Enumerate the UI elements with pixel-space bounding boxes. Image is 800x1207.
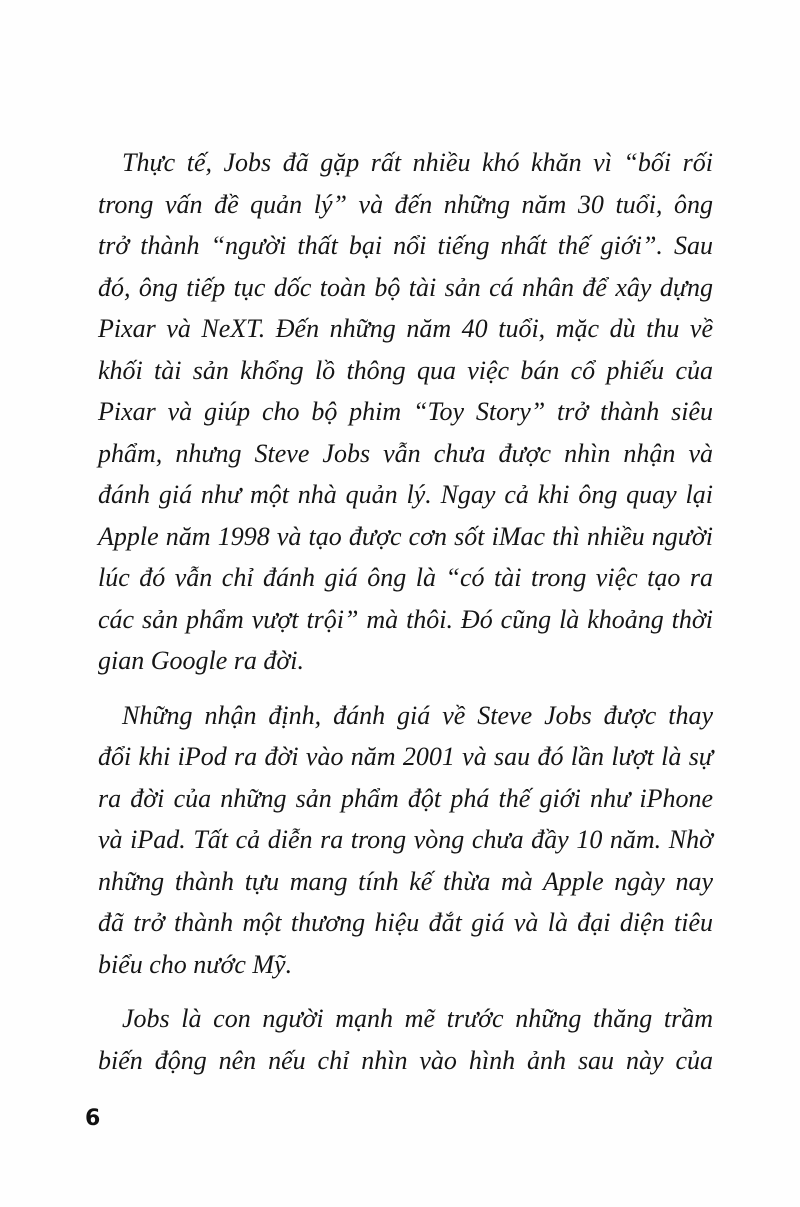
text-line: đánh giá như một nhà quản lý. Ngay cả khi ông quay lại	[98, 480, 713, 509]
text-line: lúc đó vẫn chỉ đánh giá ông là “có tài trong việc tạo ra	[98, 563, 713, 592]
text-line: khối tài sản khổng lồ thông qua việc bán cổ phiếu của	[98, 355, 713, 385]
text-line: đó, ông tiếp tục dốc toàn bộ tài sản cá nhân để xây dựng	[98, 272, 713, 302]
paragraph	[98, 142, 713, 682]
text-line: những thành tựu mang tính kế thừa mà Apple ngày nay	[98, 866, 713, 896]
text-line: biểu cho nước Mỹ.	[98, 949, 293, 979]
text-line: Apple năm 1998 và tạo được cơn sốt iMac thì nhiều người	[98, 521, 713, 551]
text-line: trong vấn đề quản lý” và đến những năm 30 tuổi, ông	[98, 189, 713, 219]
page-number: 6	[85, 1106, 101, 1131]
text-line: Jobs là con người mạnh mẽ trước những thăng trầm	[122, 1004, 713, 1033]
paragraph	[98, 998, 713, 1081]
text-line: Pixar và giúp cho bộ phim “Toy Story” trở thành siêu	[98, 397, 713, 426]
text-line: đã trở thành một thương hiệu đắt giá và là đại diện tiêu	[98, 908, 713, 937]
text-line: ra đời của những sản phẩm đột phá thế giới như iPhone	[98, 783, 713, 813]
text-line: phẩm, nhưng Steve Jobs vẫn chưa được nhìn nhận và	[98, 438, 713, 468]
text-line: Pixar và NeXT. Đến những năm 40 tuổi, mặc dù thu về	[98, 314, 713, 343]
text-line: Những nhận định, đánh giá về Steve Jobs được thay	[122, 700, 713, 730]
paragraph	[98, 695, 713, 986]
text-line: đổi khi iPod ra đời vào năm 2001 và sau đó lần lượt là sự	[98, 742, 713, 771]
text-line: biến động nên nếu chỉ nhìn vào hình ảnh sau này của	[98, 1045, 713, 1075]
text-line: và iPad. Tất cả diễn ra trong vòng chưa đầy 10 năm. Nhờ	[98, 825, 713, 854]
text-line: các sản phẩm vượt trội” mà thôi. Đó cũng là khoảng thời	[98, 604, 713, 634]
text-line: trở thành “người thất bại nổi tiếng nhất thế giới”. Sau	[98, 231, 713, 260]
text-line: Thực tế, Jobs đã gặp rất nhiều khó khăn vì “bối rối	[122, 148, 713, 177]
body-text	[98, 142, 713, 1094]
text-line: gian Google ra đời.	[98, 646, 304, 675]
